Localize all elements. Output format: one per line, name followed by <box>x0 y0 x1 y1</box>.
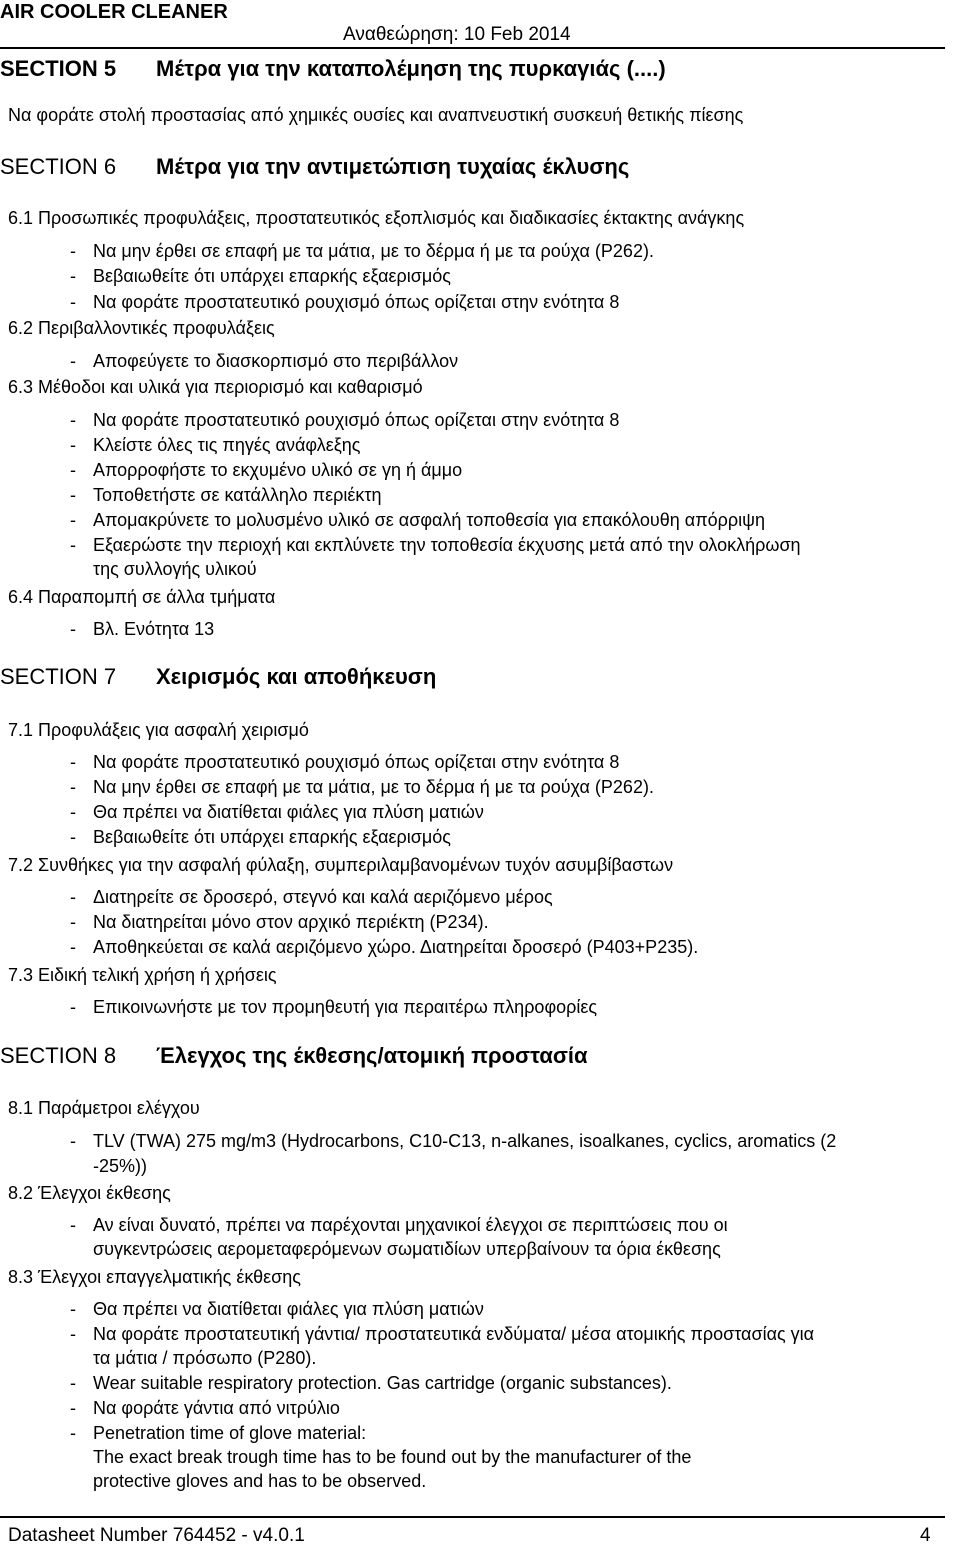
subsection-heading: 8.3 Έλεγχοι επαγγελματικής έκθεσης <box>8 1267 301 1287</box>
subsection-heading: 8.1 Παράμετροι ελέγχου <box>8 1098 200 1118</box>
section-title: Μέτρα για την αντιμετώπιση τυχαίας έκλυσης <box>156 154 630 179</box>
section-title: Έλεγχος της έκθεσης/ατομική προστασία <box>156 1043 588 1068</box>
page-number: 4 <box>920 1525 931 1546</box>
revision-date: Αναθεώρηση: 10 Feb 2014 <box>343 24 571 45</box>
subsection-heading: 6.4 Παραπομπή σε άλλα τμήματα <box>8 587 276 607</box>
section-5-heading <box>0 56 945 82</box>
subsection-heading: 6.3 Μέθοδοι και υλικά για περιορισμό και καθαρισμό <box>8 377 423 397</box>
section-7-heading <box>0 664 945 690</box>
section-6-heading <box>0 154 945 180</box>
subsection-heading: 7.3 Ειδική τελική χρήση ή χρήσεις <box>8 965 277 985</box>
header-divider <box>0 47 945 49</box>
subsection-heading: 7.2 Συνθήκες για την ασφαλή φύλαξη, συμπεριλαμβανομένων τυχόν ασυμβίβαστων <box>8 855 674 875</box>
section-title: Μέτρα για την καταπολέμηση της πυρκαγιάς (....) <box>156 56 666 81</box>
section-8-heading <box>0 1043 945 1069</box>
subsection-heading: 6.2 Περιβαλλοντικές προφυλάξεις <box>8 318 275 338</box>
document-page: AIR COOLER CLEANER Αναθεώρηση: 10 Feb 2014 SECTION 5 Μέτρα για την καταπολέμηση της πυρκαγιάς (....) Να φοράτε στολή προστασίας από χημικές ουσίες και αναπνευστική συσκευή θετικής πίεσης SECTION 6 Μέτρα για την αντιμετώπιση τυχαίας έκλυσης 6.1 Προσωπικές προφυλάξεις, προστατευτικός εξοπλισμός και διαδικασίες έκτακτης ανάγκης - Να μην έρθει σε επαφή με τα μάτια, με το δέρμα ή με τα ρούχα (P262). - Βεβαιωθείτε ότι υπάρχει επαρκής εξαερισμός - Να φοράτε προστατευτικό ρουχισμό όπως ορίζεται στην ενότητα 8 6.2 Περιβαλλοντικές προφυλάξεις - Αποφεύγετε το διασκορπισμό στο περιβάλλον 6.3 Μέθοδοι και υλικά για περιορισμό και καθαρισμό - Να φοράτε προστατευτικό ρουχισμό όπως ορίζεται στην ενότητα 8 - Κλείστε όλες τις πηγές ανάφλεξης - Απορροφήστε το εκχυμένο υλικό σε γη ή άμμο - Τοποθετήστε σε κατάλληλο περιέκτη - Απομακρύνετε το μολυσμένο υλικό σε ασφαλή τοποθεσία για επακόλουθη απόρριψη - Εξαερώστε την περιοχή και εκπλύνετε την τοποθεσία έκχυσης μετά από την ολοκλήρωση της συλλογής υλικού 6.4 Παραπομπή σε άλλα τμήματα - Βλ. Ενότητα 13 SECTION 7 Χειρισμός και αποθήκευση 7.1 Προφυλάξεις για ασφαλή χειρισμό - Να φοράτε προστατευτικό ρουχισμό όπως ορίζεται στην ενότητα 8 - Να μην έρθει σε επαφή με τα μάτια, με το δέρμα ή με τα ρούχα (P262). - Θα πρέπει να διατίθεται φιάλες για πλύση ματιών - Βεβαιωθείτε ότι υπάρχει επαρκής εξαερισμός 7.2 Συνθήκες για την ασφαλή φύλαξη, συμπεριλαμβανομένων τυχόν ασυμβίβαστων - Διατηρείτε σε δροσερό, στεγνό και καλά αεριζόμενο μέρος - Να διατηρείται μόνο στον αρχικό περιέκτη (P234). - Αποθηκεύεται σε καλά αεριζόμενο χώρο. Διατηρείται δροσερό (P403+P235). 7.3 Ειδική τελική χρήση ή χρήσεις - Επικοινωνήστε με τον προμηθευτή για περαιτέρω πληροφορίες SECTION 8 Έλεγχος της έκθεσης/ατομική προστασία 8.1 Παράμετροι ελέγχου - TLV (TWA) 275 mg/m3 (Hydrocarbons, C10-C13, n-alkanes, isoalkanes, cyclics, aromatics (2 -25%)) 8.2 Έλεγχοι έκθεσης - Αν είναι δυνατό, πρέπει να παρέχονται μηχανικοί έλεγχοι σε περιπτώσεις που οι συγκεντρώσεις αερομεταφερόμενων σωματιδίων υπερβαίνουν τα όρια έκθεσης 8.3 Έλεγχοι επαγγελματικής έκθεσης - Θα πρέπει να διατίθεται φιάλες για πλύση ματιών - Να φοράτε προστατευτική γάντια/ προστατευτικά ενδύματα/ μέσα ατομικής προστασίας για τα μάτια / πρόσωπο (P280). - Wear suitable respiratory protection. Gas cartridge (organic substances). - Να φοράτε γάντια από νιτρύλιο - Penetration time of glove material: The exact break trough time has to be found out by the manufacturer of the protective gloves and has to be observed. Datasheet Number 764452 - v4.0.1 4 <box>0 0 960 1548</box>
section-title: Χειρισμός και αποθήκευση <box>156 664 437 689</box>
section-number: SECTION 5 <box>0 56 117 81</box>
product-title: AIR COOLER CLEANER <box>0 1 228 23</box>
section-number: SECTION 6 <box>0 154 117 179</box>
subsection-heading: 8.2 Έλεγχοι έκθεσης <box>8 1183 171 1203</box>
subsection-heading: 7.1 Προφυλάξεις για ασφαλή χειρισμό <box>8 720 309 740</box>
subsection-heading: 6.1 Προσωπικές προφυλάξεις, προστατευτικός εξοπλισμός και διαδικασίες έκτακτης ανάγκης <box>8 208 745 228</box>
section-number: SECTION 8 <box>0 1043 117 1068</box>
datasheet-number: Datasheet Number 764452 - v4.0.1 <box>8 1525 305 1546</box>
footer-divider <box>0 1516 945 1518</box>
section-5-text: Να φοράτε στολή προστασίας από χημικές ουσίες και αναπνευστική συσκευή θετικής πίεσης <box>8 105 744 125</box>
section-number: SECTION 7 <box>0 664 117 689</box>
